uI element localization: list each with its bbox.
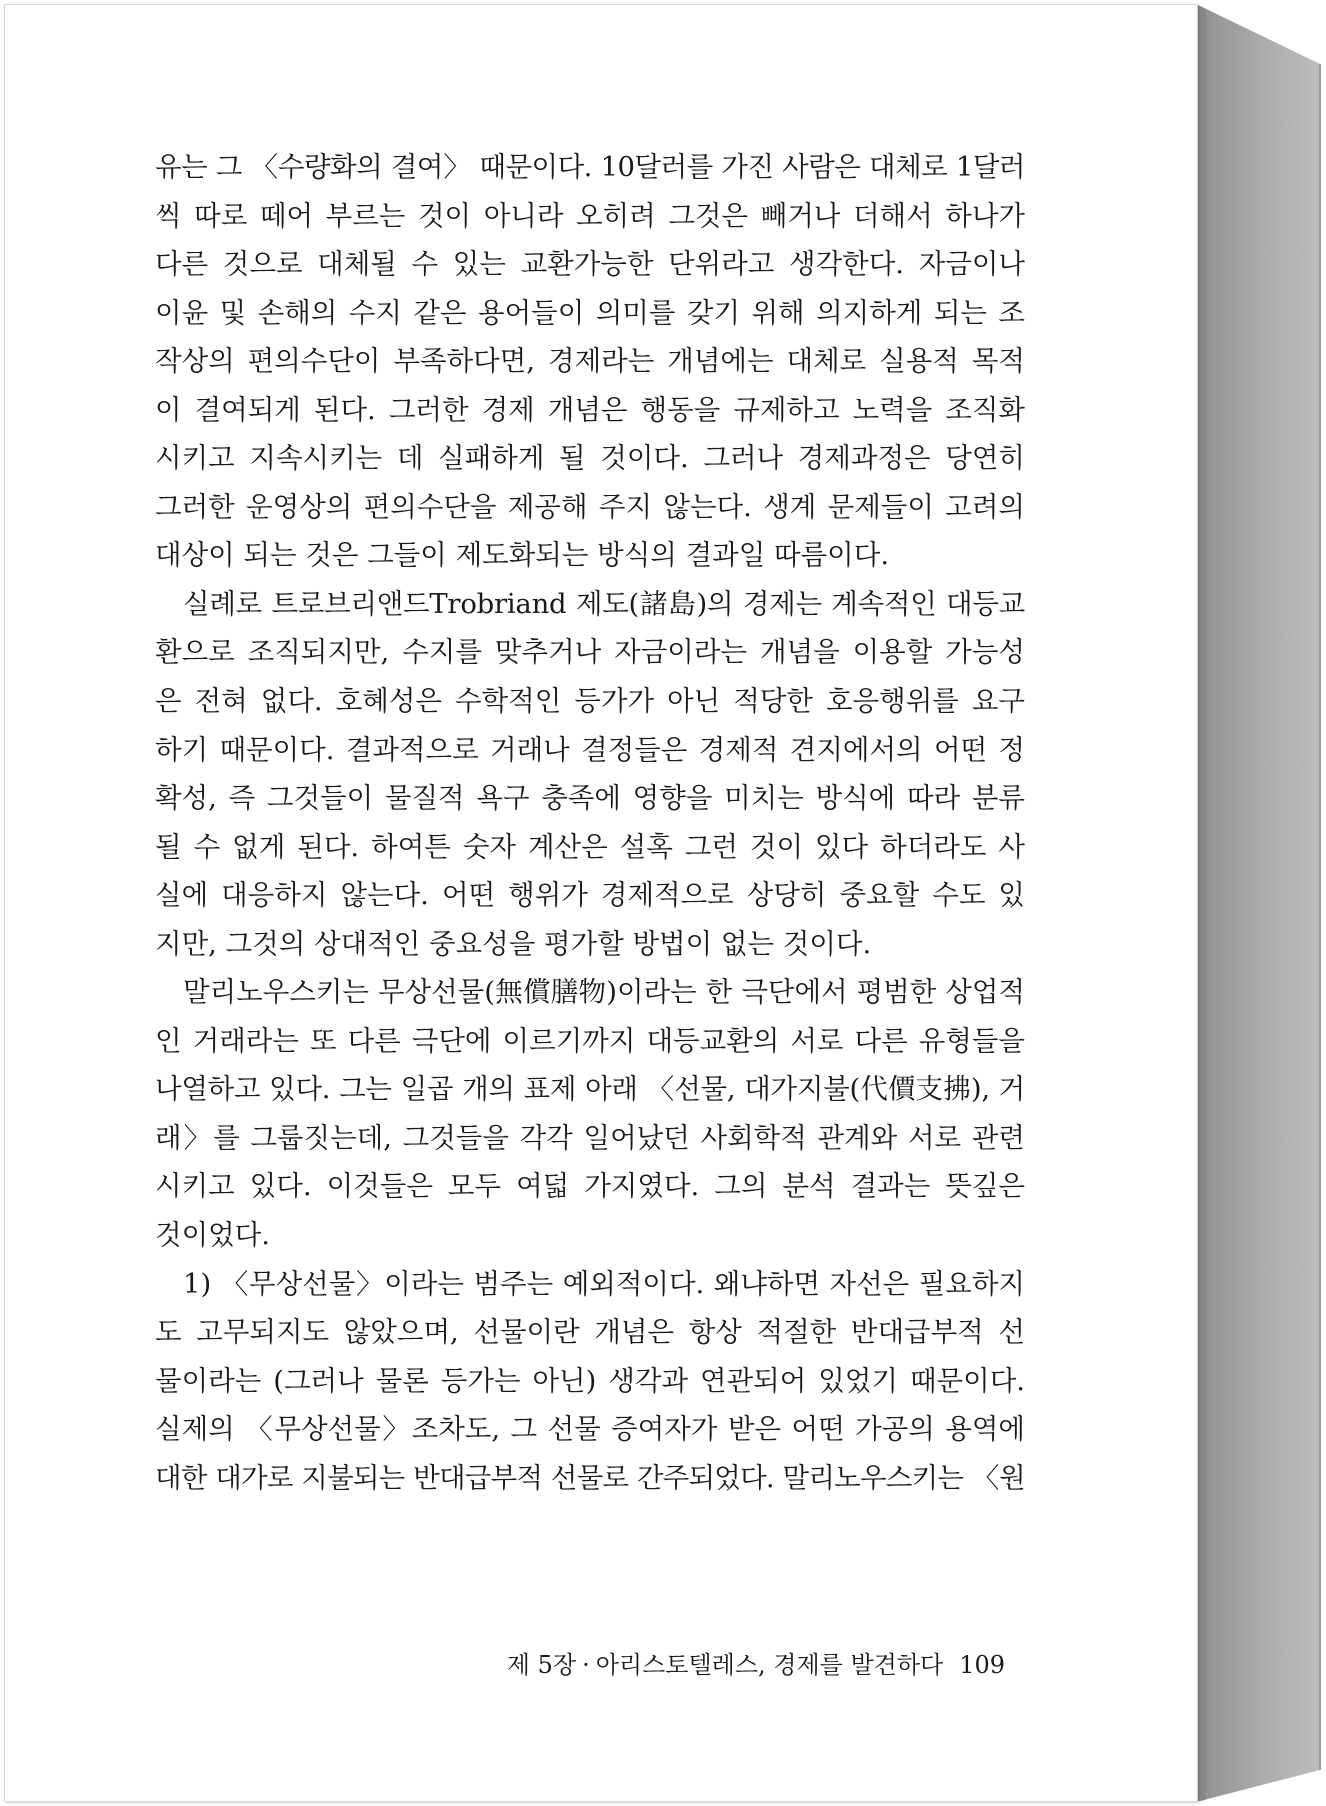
paragraph-4 bbox=[155, 1260, 1025, 1503]
text-line: 실에 대응하지 않는다. 어떤 행위가 경제적으로 상당히 중요할 수도 있 bbox=[155, 879, 1025, 912]
footer-chapter: 제 5장 bbox=[506, 1651, 577, 1679]
text-line: 도 고무되지도 않았으며, 선물이란 개념은 항상 적절한 반대급부적 선 bbox=[155, 1316, 1025, 1349]
text-line: 확성, 즉 그것들이 물질적 욕구 충족에 영향을 미치는 방식에 따라 분류 bbox=[155, 782, 1025, 815]
text-line: 다른 것으로 대체될 수 있는 교환가능한 단위라고 생각한다. 자금이나 bbox=[155, 248, 1025, 281]
page-body bbox=[155, 143, 1025, 1502]
text-line: 될 수 없게 된다. 하여튼 숫자 계산은 설혹 그런 것이 있다 하더라도 사 bbox=[155, 830, 1025, 863]
text-line: 작상의 편의수단이 부족하다면, 경제라는 개념에는 대체로 실용적 목적 bbox=[155, 345, 1025, 378]
running-footer bbox=[405, 1645, 1005, 1680]
text-line: 그러한 운영상의 편의수단을 제공해 주지 않는다. 생계 문제들이 고려의 bbox=[155, 490, 1025, 523]
text-line: 이윤 및 손해의 수지 같은 용어들이 의미를 갖기 위해 의지하게 되는 조 bbox=[155, 296, 1025, 329]
book-page bbox=[4, 4, 1198, 1802]
text-line: 환으로 조직되지만, 수지를 맞추거나 자금이라는 개념을 이용할 가능성 bbox=[155, 636, 1025, 669]
text-line: 래〉를 그룹짓는데, 그것들을 각각 일어났던 사회학적 관계와 서로 관련 bbox=[155, 1121, 1025, 1154]
text-line: 하기 때문이다. 결과적으로 거래나 결정들은 경제적 견지에서의 어떤 정 bbox=[155, 733, 1025, 766]
page-number: 109 bbox=[959, 1651, 1005, 1679]
paragraph-1 bbox=[155, 143, 1025, 580]
footer-title: 아리스토텔레스, 경제를 발견하다 bbox=[595, 1651, 944, 1679]
paragraph-3 bbox=[155, 968, 1025, 1259]
text-line: 대상이 되는 것은 그들이 제도화되는 방식의 결과일 따름이다. bbox=[155, 539, 890, 572]
text-line: 지만, 그것의 상대적인 중요성을 평가할 방법이 없는 것이다. bbox=[155, 927, 872, 960]
text-line: 시키고 지속시키는 데 실패하게 될 것이다. 그러나 경제과정은 당연히 bbox=[155, 442, 1025, 475]
text-line: 물이라는 (그러나 물론 등가는 아닌) 생각과 연관되어 있었기 때문이다. bbox=[155, 1364, 1025, 1397]
text-line: 1) 〈무상선물〉이라는 범주는 예외적이다. 왜냐하면 자선은 필요하지 bbox=[183, 1267, 1025, 1300]
book-spine-side bbox=[1196, 4, 1320, 1802]
text-line: 은 전혀 없다. 호혜성은 수학적인 등가가 아닌 적당한 호응행위를 요구 bbox=[155, 685, 1025, 718]
text-line: 대한 대가로 지불되는 반대급부적 선물로 간주되었다. 말리노우스키는 〈원 bbox=[155, 1461, 1025, 1494]
text-line: 실례로 트로브리앤드Trobriand 제도(諸島)의 경제는 계속적인 대등교 bbox=[183, 587, 1025, 620]
text-line: 시키고 있다. 이것들은 모두 여덟 가지였다. 그의 분석 결과는 뜻깊은 bbox=[155, 1170, 1025, 1203]
text-line: 말리노우스키는 무상선물(無償膳物)이라는 한 극단에서 평범한 상업적 bbox=[183, 976, 1025, 1009]
paragraph-2 bbox=[155, 580, 1025, 968]
text-line: 이 결여되게 된다. 그러한 경제 개념은 행동을 규제하고 노력을 조직화 bbox=[155, 393, 1025, 426]
text-line: 씩 따로 떼어 부르는 것이 아니라 오히려 그것은 빼거나 더해서 하나가 bbox=[155, 199, 1025, 232]
text-line: 인 거래라는 또 다른 극단에 이르기까지 대등교환의 서로 다른 유형들을 bbox=[155, 1024, 1025, 1057]
text-line: 유는 그 〈수량화의 결여〉 때문이다. 10달러를 가진 사람은 대체로 1달러 bbox=[155, 151, 1025, 183]
text-line: 것이었다. bbox=[155, 1219, 271, 1252]
text-line: 나열하고 있다. 그는 일곱 개의 표제 아래 〈선물, 대가지불(代價支拂), 거 bbox=[155, 1073, 1025, 1106]
footer-separator: · bbox=[582, 1651, 590, 1679]
text-line: 실제의 〈무상선물〉조차도, 그 선물 증여자가 받은 어떤 가공의 용역에 bbox=[155, 1413, 1025, 1446]
